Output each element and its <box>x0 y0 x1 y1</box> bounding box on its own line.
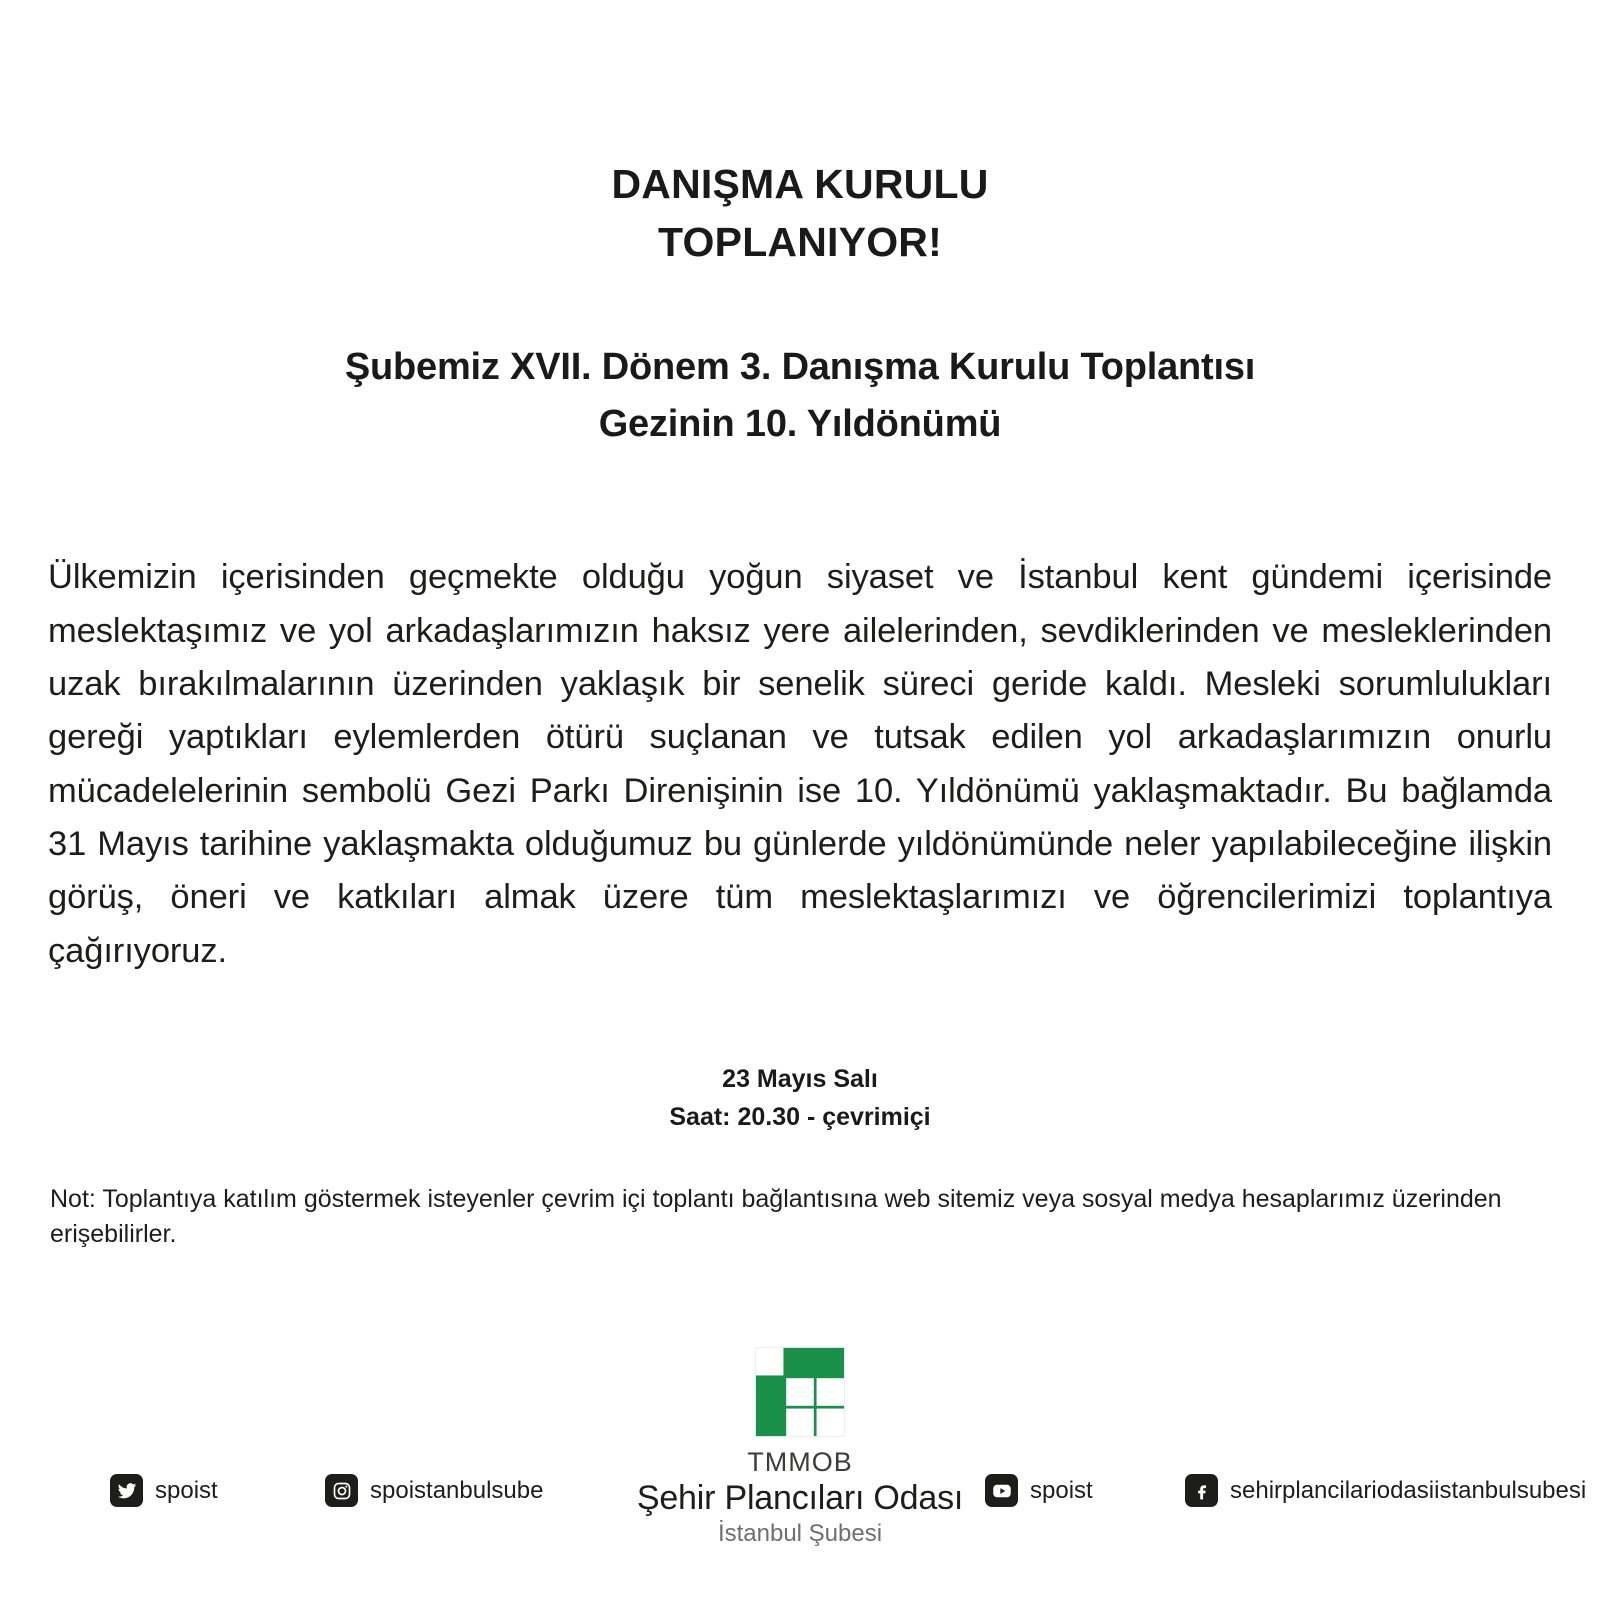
logo-organization: TMMOB <box>747 1447 853 1477</box>
page-subtitle <box>48 339 1552 453</box>
logo-branch: İstanbul Şubesi <box>717 1520 883 1547</box>
body-paragraph: Ülkemizin içerisinden geçmekte olduğu yoğun siyaset ve İstanbul kent gündemi içerisinde meslektaşımız ve yol arkadaşlarımızın haksız yere ailelerinden, sevdiklerinden ve mesleklerinden uzak bırakılmalarının üzerinden yaklaşık bir senelik süreci geride kaldı. Mesleki sorumlulukları gereği yaptıkları eylemlerden ötürü suçlanan ve tutsak edilen yol arkadaşlarımızın onurlu mücadelelerinin sembolü Gezi Parkı Direnişinin ise 10. Yıldönümü yaklaşmaktadır. Bu bağlamda 31 Mayıs tarihine yaklaşmakta olduğumuz bu günlerde yıldönümünde neler yapılabileceğine ilişkin görüş, öneri ve katkıları almak üzere tüm meslektaşlarımızı ve öğrencilerimizi toplantıya çağırıyoruz. <box>48 558 1552 970</box>
page-title <box>48 0 1552 271</box>
organization-logo <box>0 1346 1600 1548</box>
footnote: Not: Toplantıya katılım göstermek isteyenler çevrim içi toplantı bağlantısına web sitemiz veya sosyal medya hesaplarımız üzerinden erişebilirler. <box>50 1184 1502 1249</box>
headline-line-2: TOPLANIYOR! <box>658 219 942 266</box>
tmmob-square-mark-icon <box>754 1346 846 1438</box>
social-link-twitter[interactable] <box>110 1474 218 1507</box>
facebook-icon <box>1185 1474 1218 1507</box>
social-link-youtube[interactable] <box>985 1474 1093 1507</box>
headline-line-1: DANIŞMA KURULU <box>611 161 989 207</box>
social-handle: sehirplancilariodasiistanbulsubesi <box>1230 1476 1587 1504</box>
social-handle: spoistanbulsube <box>370 1476 544 1504</box>
social-link-instagram[interactable] <box>325 1474 543 1507</box>
social-handle: spoist <box>1030 1476 1093 1504</box>
social-handle: spoist <box>155 1476 218 1504</box>
event-time: Saat: 20.30 - çevrimiçi <box>669 1102 931 1131</box>
logo-chamber-name: Şehir Plancıları Odası <box>636 1479 964 1517</box>
twitter-icon <box>110 1474 143 1507</box>
instagram-icon <box>325 1474 358 1507</box>
social-link-facebook[interactable] <box>1185 1474 1586 1507</box>
event-datetime <box>48 1060 1552 1136</box>
subtitle-line-1: Şubemiz XVII. Dönem 3. Danışma Kurulu Toplantısı <box>344 346 1256 389</box>
event-date: 23 Mayıs Salı <box>722 1064 878 1093</box>
subtitle-line-2: Gezinin 10. Yıldönümü <box>598 403 1002 446</box>
youtube-icon <box>985 1474 1018 1507</box>
